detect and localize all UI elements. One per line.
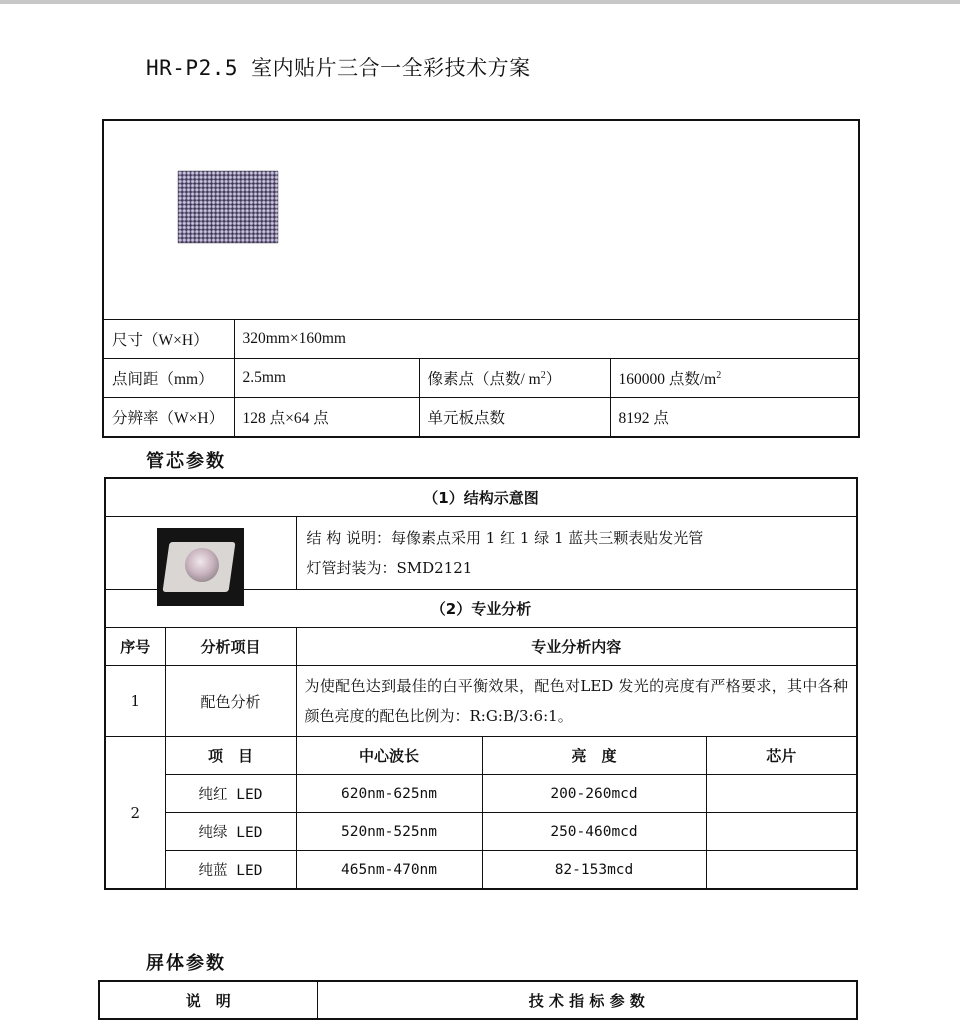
led-wavelength-blue: 465nm-470nm [296, 851, 482, 890]
col-header-no: 序号 [105, 628, 165, 666]
table-row [105, 851, 857, 890]
module-dots-value: 8192 点 [610, 398, 859, 437]
structure-line-1: 结 构 说明：每像素点采用 1 红 1 绿 1 蓝共三颗表贴发光管 [306, 529, 704, 547]
led-header-item: 项 目 [165, 737, 296, 775]
resolution-value: 128 点×64 点 [234, 398, 419, 437]
led-chip-blue [706, 851, 857, 890]
led-brightness-red: 200-260mcd [482, 775, 706, 813]
analysis-heading: （2）专业分析 [105, 590, 857, 628]
screen-col-desc: 说 明 [99, 981, 317, 1019]
col-header-content: 专业分析内容 [296, 628, 857, 666]
led-brightness-blue: 82-153mcd [482, 851, 706, 890]
module-spec-table [102, 119, 860, 438]
row1-item: 配色分析 [165, 666, 296, 737]
pitch-label: 点间距（mm） [103, 359, 234, 398]
led-header-chip: 芯片 [706, 737, 857, 775]
screen-col-spec: 技 术 指 标 参 数 [317, 981, 857, 1019]
top-border-line [0, 0, 960, 4]
col-header-item: 分析项目 [165, 628, 296, 666]
row2-no: 2 [105, 737, 165, 890]
size-label: 尺寸（W×H） [103, 320, 234, 359]
led-chip-red [706, 775, 857, 813]
document-title: HR-P2.5 室内贴片三合一全彩技术方案 [146, 56, 531, 80]
led-header-brightness: 亮 度 [482, 737, 706, 775]
tube-section-heading: 管芯参数 [146, 451, 226, 472]
led-item-blue: 纯蓝 LED [165, 851, 296, 890]
resolution-label: 分辨率（W×H） [103, 398, 234, 437]
screen-section-heading: 屏体参数 [146, 953, 226, 974]
tube-param-table [104, 477, 858, 890]
screen-param-table [98, 980, 858, 1020]
led-item-green: 纯绿 LED [165, 813, 296, 851]
led-item-red: 纯红 LED [165, 775, 296, 813]
smd-led-image [157, 528, 244, 606]
led-wavelength-red: 620nm-625nm [296, 775, 482, 813]
row1-content: 为使配色达到最佳的白平衡效果，配色对LED 发光的亮度有严格要求，其中各种颜色亮度的配色比例为：R:G:B/3:6:1。 [296, 666, 857, 737]
module-dots-label: 单元板点数 [419, 398, 610, 437]
led-chip-green [706, 813, 857, 851]
led-wavelength-green: 520nm-525nm [296, 813, 482, 851]
size-value: 320mm×160mm [234, 320, 859, 359]
pitch-value: 2.5mm [234, 359, 419, 398]
led-image-cell [105, 517, 296, 590]
table-row [105, 775, 857, 813]
led-header-wavelength: 中心波长 [296, 737, 482, 775]
structure-line-2: 灯管封装为：SMD2121 [306, 559, 473, 577]
structure-heading: （1）结构示意图 [105, 478, 857, 517]
structure-description [296, 517, 857, 590]
pixel-density-value: 160000 点数$/m^2$ [610, 359, 859, 398]
module-image-cell [103, 120, 859, 320]
row1-no: 1 [105, 666, 165, 737]
led-brightness-green: 250-460mcd [482, 813, 706, 851]
led-module-image [178, 171, 278, 243]
pixel-density-label: 像素点（点数/ $m^2$） [419, 359, 610, 398]
table-row [105, 813, 857, 851]
